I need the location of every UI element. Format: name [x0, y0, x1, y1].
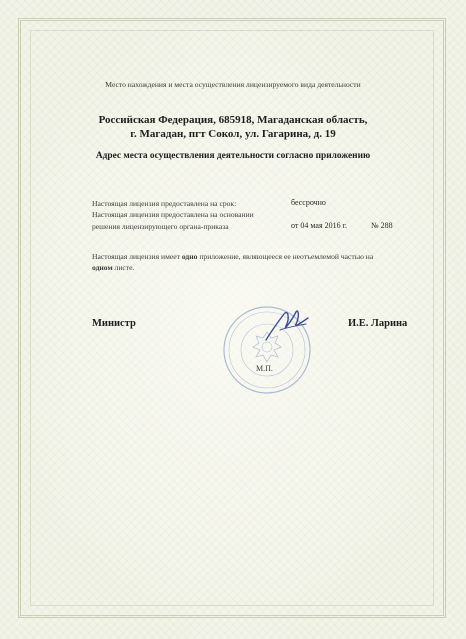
- address-line-2: г. Магадан, пгт Сокол, ул. Гагарина, д. 19: [130, 128, 336, 140]
- signer-title: Министр: [92, 318, 136, 329]
- appendix-text-e: листе.: [112, 263, 135, 272]
- appendix-line-2: [92, 263, 134, 272]
- appendix-sheets: одном: [92, 263, 113, 272]
- appendix-text-a: Настоящая лицензия имеет: [92, 252, 182, 261]
- term-label: Настоящая лицензия предоставлена на срок:: [92, 199, 237, 208]
- term-value: бессрочно: [291, 198, 326, 207]
- basis-label-1: Настоящая лицензия предоставлена на основании: [92, 210, 254, 219]
- appendix-line-1: [92, 252, 373, 261]
- header-caption: Место нахождения и места осуществления лицензируемого вида деятельности: [105, 80, 361, 89]
- basis-label-2: решения лицензирующего органа-приказа: [92, 222, 229, 231]
- basis-number: № 288: [371, 221, 393, 230]
- address-line-1: Российская Федерация, 685918, Магаданская область,: [98, 114, 368, 126]
- appendix-count: одно: [181, 252, 198, 261]
- appendix-text-c: приложение, являющееся ее неотъемлемой частью на: [197, 252, 374, 261]
- stamp-mark: М.П.: [256, 364, 273, 373]
- address-note: Адрес места осуществления деятельности согласно приложению: [95, 151, 371, 161]
- minister-signature: [262, 300, 312, 350]
- signer-name: И.Е. Ларина: [348, 318, 408, 329]
- basis-date: от 04 мая 2016 г.: [291, 221, 348, 230]
